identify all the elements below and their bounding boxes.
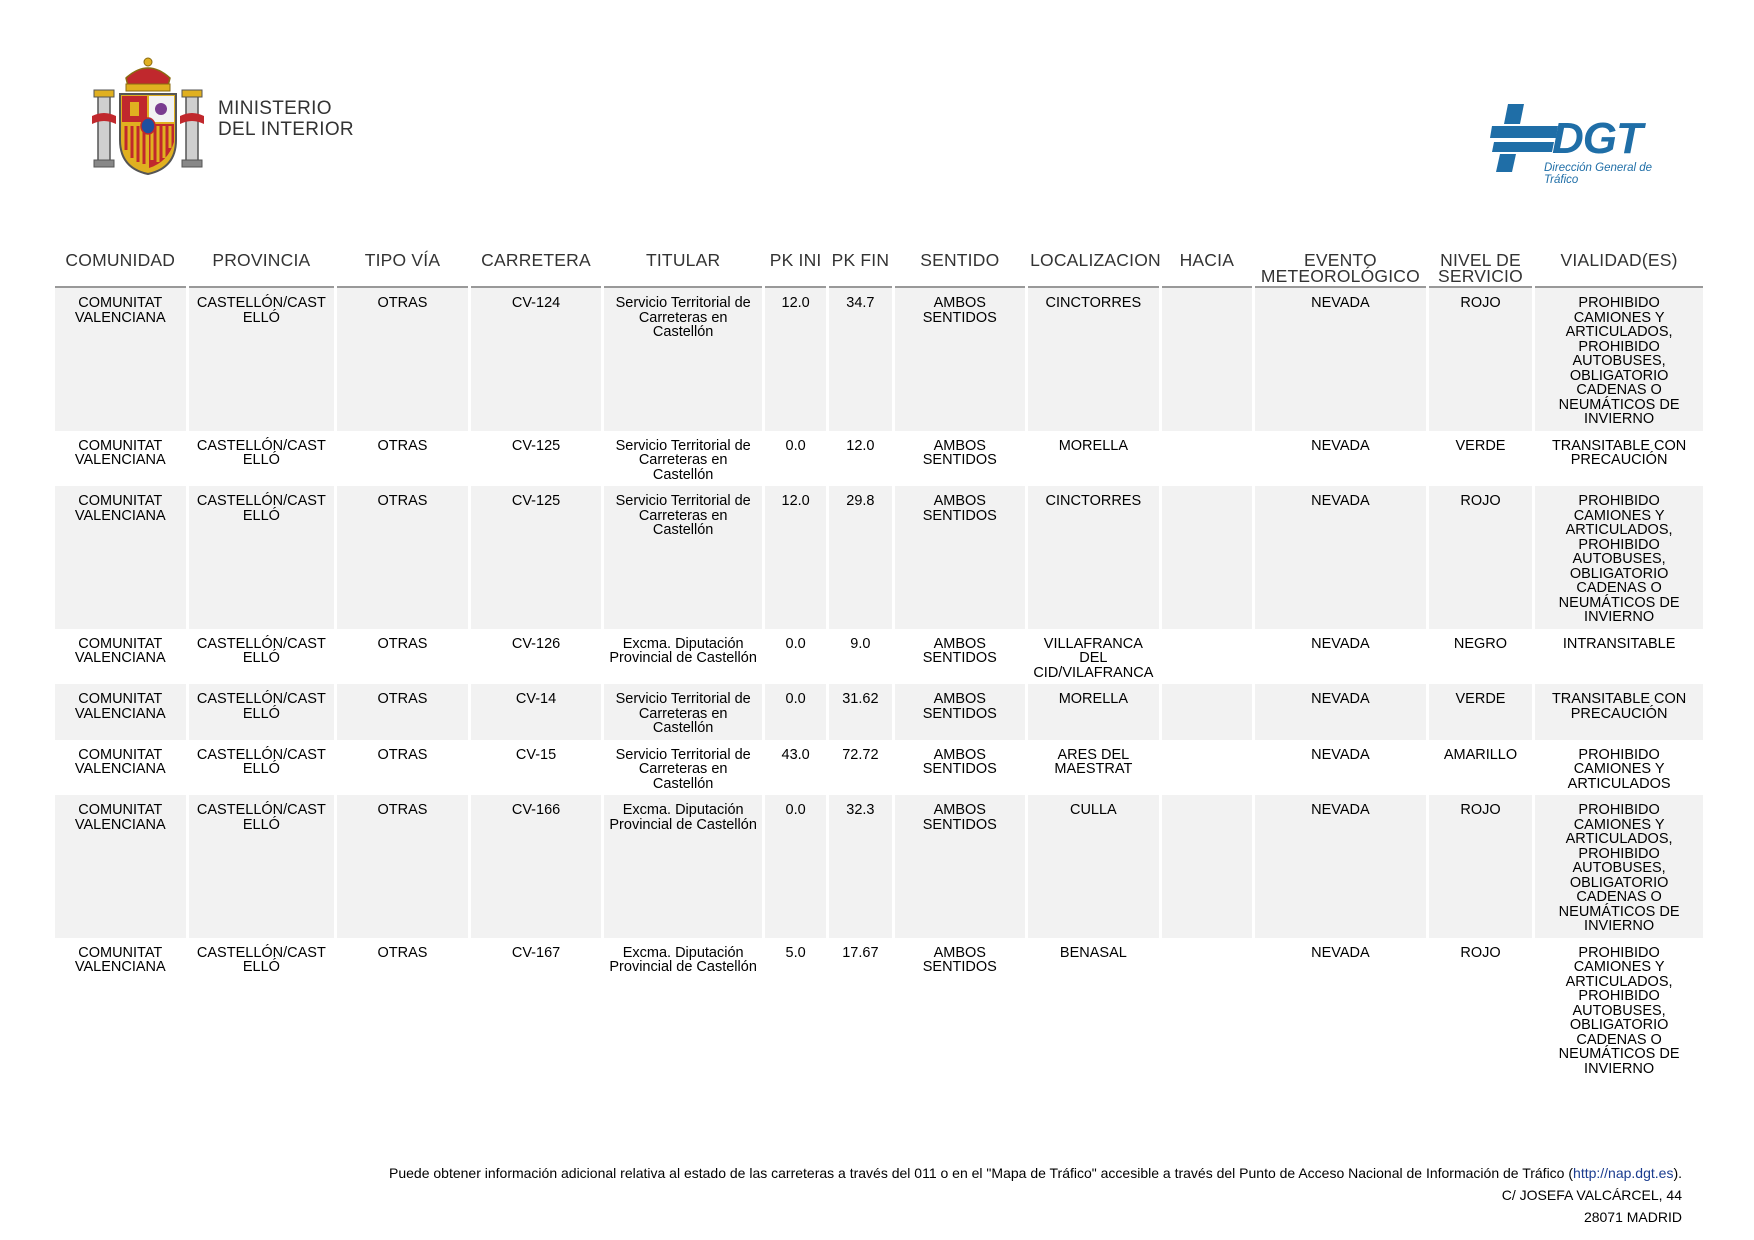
pk-ini-cell: 5.0	[785, 944, 806, 961]
vialidad-cell: INTRANSITABLE	[1562, 635, 1676, 652]
localizacion-cell: BENASAL	[1059, 944, 1127, 961]
table-row	[55, 486, 1703, 629]
carretera-cell: CV-15	[515, 746, 557, 763]
hacia-cell	[1162, 938, 1252, 1081]
pk-ini-cell: 12.0	[765, 486, 826, 629]
column-header: NIVEL DE SERVICIO	[1429, 246, 1532, 288]
sentido-cell: AMBOS SENTIDOS	[895, 795, 1026, 938]
sentido-cell: AMBOS SENTIDOS	[922, 746, 997, 777]
ministerio-del-interior-logo	[88, 56, 358, 180]
carretera-cell: CV-125	[471, 486, 602, 629]
comunidad-cell: COMUNITAT VALENCIANA	[74, 746, 166, 777]
address-city: 28071 MADRID	[1583, 1209, 1682, 1225]
comunidad-cell: COMUNITAT VALENCIANA	[55, 795, 186, 938]
pk-ini-cell: 0.0	[765, 795, 826, 938]
nivel-servicio-cell: ROJO	[1429, 288, 1532, 431]
traffic-status-table	[52, 246, 1706, 1080]
carretera-cell: CV-167	[511, 944, 561, 961]
page-footer	[389, 1162, 1682, 1228]
table-row	[55, 795, 1703, 938]
nivel-servicio-cell: ROJO	[1429, 795, 1532, 938]
evento-cell: NEVADA	[1255, 288, 1426, 431]
localizacion-cell: MORELLA	[1058, 437, 1129, 454]
titular-cell: Servicio Territorial de Carreteras en Castellón	[604, 486, 762, 629]
sentido-cell: AMBOS SENTIDOS	[922, 635, 997, 666]
comunidad-cell: COMUNITAT VALENCIANA	[55, 486, 186, 629]
localizacion-cell: CINCTORRES	[1028, 288, 1159, 431]
evento-cell: NEVADA	[1255, 684, 1426, 740]
hacia-cell	[1162, 288, 1252, 431]
hacia-cell	[1162, 684, 1252, 740]
evento-cell: NEVADA	[1311, 944, 1370, 961]
titular-cell: Excma. Diputación Provincial de Castellón	[609, 635, 757, 666]
pk-fin-cell: 32.3	[829, 795, 891, 938]
table-row	[55, 740, 1703, 796]
provincia-cell: CASTELLÓN/CASTELLÓ	[189, 486, 335, 629]
vialidad-cell: PROHIBIDO CAMIONES Y ARTICULADOS	[1567, 746, 1671, 792]
pk-ini-cell: 12.0	[765, 288, 826, 431]
comunidad-cell: COMUNITAT VALENCIANA	[74, 635, 166, 666]
localizacion-cell: CINCTORRES	[1028, 486, 1159, 629]
column-header: COMUNIDAD	[55, 246, 186, 288]
localizacion-cell: CULLA	[1028, 795, 1159, 938]
pk-fin-cell: 12.0	[846, 437, 875, 454]
titular-cell: Servicio Territorial de Carreteras en Castellón	[604, 684, 762, 740]
comunidad-cell: COMUNITAT VALENCIANA	[55, 288, 186, 431]
nivel-servicio-cell: VERDE	[1455, 437, 1506, 454]
tipo-via-cell: OTRAS	[337, 795, 468, 938]
carretera-cell: CV-125	[511, 437, 561, 454]
vialidad-cell: PROHIBIDO CAMIONES Y ARTICULADOS, PROHIBIDO AUTOBUSES, OBLIGATORIO CADENAS O NEUMÁTICOS DE INVIERNO	[1558, 944, 1680, 1077]
pk-ini-cell: 0.0	[785, 437, 806, 454]
table-row	[55, 684, 1703, 740]
nap-dgt-link[interactable]: http://nap.dgt.es	[1573, 1165, 1674, 1181]
table-row	[55, 288, 1703, 431]
table-row	[55, 629, 1703, 685]
column-header: PROVINCIA	[189, 246, 335, 288]
carretera-cell: CV-124	[471, 288, 602, 431]
comunidad-cell: COMUNITAT VALENCIANA	[55, 684, 186, 740]
address-street: C/ JOSEFA VALCÁRCEL, 44	[1501, 1187, 1682, 1203]
carretera-cell: CV-166	[471, 795, 602, 938]
table-row	[55, 938, 1703, 1081]
nivel-servicio-cell: NEGRO	[1453, 635, 1508, 652]
titular-cell: Servicio Territorial de Carreteras en Castellón	[615, 746, 751, 792]
dgt-name: DGT	[1552, 114, 1642, 163]
provincia-cell: CASTELLÓN/CASTELLÓ	[189, 684, 335, 740]
page-header	[0, 0, 1754, 220]
dgt-logo	[1490, 102, 1660, 192]
provincia-cell: CASTELLÓN/CASTELLÓ	[196, 635, 326, 666]
titular-cell: Servicio Territorial de Carreteras en Castellón	[615, 437, 751, 483]
tipo-via-cell: OTRAS	[377, 746, 428, 763]
provincia-cell: CASTELLÓN/CASTELLÓ	[196, 746, 326, 777]
hacia-cell	[1162, 795, 1252, 938]
provincia-cell: CASTELLÓN/CASTELLÓ	[196, 437, 326, 468]
hacia-cell	[1162, 629, 1252, 685]
nivel-servicio-cell: ROJO	[1429, 486, 1532, 629]
titular-cell: Excma. Diputación Provincial de Castellón	[604, 795, 762, 938]
pk-fin-cell: 31.62	[829, 684, 891, 740]
pk-fin-cell: 9.0	[850, 635, 871, 652]
vialidad-cell: TRANSITABLE CON PRECAUCIÓN	[1551, 437, 1687, 468]
titular-cell: Servicio Territorial de Carreteras en Castellón	[604, 288, 762, 431]
table-body	[55, 288, 1703, 1080]
evento-cell: NEVADA	[1255, 486, 1426, 629]
hacia-cell	[1162, 486, 1252, 629]
footer-info-text: Puede obtener información adicional relativa al estado de las carreteras a través del 011 o en el "Mapa de Tráfico" accesible a través del Punto de Acceso Nacional de Información de Tráfico (	[389, 1165, 1574, 1181]
vialidad-cell: PROHIBIDO CAMIONES Y ARTICULADOS, PROHIBIDO AUTOBUSES, OBLIGATORIO CADENAS O NEUMÁTICOS DE INVIERNO	[1535, 486, 1703, 629]
pk-fin-cell: 29.8	[829, 486, 891, 629]
pk-ini-cell: 0.0	[785, 635, 806, 652]
pk-ini-cell: 43.0	[781, 746, 810, 763]
column-header: CARRETERA	[471, 246, 602, 288]
column-header: PK INI	[765, 246, 826, 288]
carretera-cell: CV-14	[471, 684, 602, 740]
column-header: HACIA	[1162, 246, 1252, 288]
comunidad-cell: COMUNITAT VALENCIANA	[74, 944, 166, 975]
localizacion-cell: VILLAFRANCA DEL CID/VILAFRANCA	[1033, 635, 1154, 681]
vialidad-cell: PROHIBIDO CAMIONES Y ARTICULADOS, PROHIBIDO AUTOBUSES, OBLIGATORIO CADENAS O NEUMÁTICOS DE INVIERNO	[1535, 288, 1703, 431]
sentido-cell: AMBOS SENTIDOS	[895, 486, 1026, 629]
tipo-via-cell: OTRAS	[337, 486, 468, 629]
evento-cell: NEVADA	[1255, 795, 1426, 938]
nivel-servicio-cell: ROJO	[1460, 944, 1501, 961]
column-header: EVENTO METEOROLÓGICO	[1255, 246, 1426, 288]
column-header: LOCALIZACION	[1028, 246, 1159, 288]
footer-info-end: ).	[1673, 1165, 1682, 1181]
pk-fin-cell: 72.72	[842, 746, 879, 763]
provincia-cell: CASTELLÓN/CASTELLÓ	[196, 944, 326, 975]
pk-fin-cell: 17.67	[842, 944, 879, 961]
coat-of-arms-icon	[88, 56, 208, 180]
provincia-cell: CASTELLÓN/CASTELLÓ	[189, 795, 335, 938]
carretera-cell: CV-126	[511, 635, 561, 652]
table-row	[55, 431, 1703, 487]
column-header: TITULAR	[604, 246, 762, 288]
pk-ini-cell: 0.0	[765, 684, 826, 740]
evento-cell: NEVADA	[1311, 746, 1370, 763]
nivel-servicio-cell: AMARILLO	[1443, 746, 1518, 763]
localizacion-cell: ARES DEL MAESTRAT	[1054, 746, 1133, 777]
ministerio-text: MINISTERIO DEL INTERIOR	[218, 98, 354, 140]
column-header: TIPO VÍA	[337, 246, 468, 288]
evento-cell: NEVADA	[1311, 635, 1370, 652]
hacia-cell	[1162, 431, 1252, 487]
hacia-cell	[1162, 740, 1252, 796]
tipo-via-cell: OTRAS	[337, 288, 468, 431]
titular-cell: Excma. Diputación Provincial de Castellón	[609, 944, 757, 975]
table-header-row	[55, 246, 1703, 288]
pk-fin-cell: 34.7	[829, 288, 891, 431]
vialidad-cell: PROHIBIDO CAMIONES Y ARTICULADOS, PROHIBIDO AUTOBUSES, OBLIGATORIO CADENAS O NEUMÁTICOS DE INVIERNO	[1535, 795, 1703, 938]
sentido-cell: AMBOS SENTIDOS	[895, 288, 1026, 431]
sentido-cell: AMBOS SENTIDOS	[895, 684, 1026, 740]
tipo-via-cell: OTRAS	[377, 944, 428, 961]
comunidad-cell: COMUNITAT VALENCIANA	[74, 437, 166, 468]
sentido-cell: AMBOS SENTIDOS	[922, 437, 997, 468]
vialidad-cell: TRANSITABLE CON PRECAUCIÓN	[1535, 684, 1703, 740]
evento-cell: NEVADA	[1311, 437, 1370, 454]
dgt-subtitle: Dirección General de Tráfico	[1544, 162, 1653, 186]
footer-info	[389, 1162, 1682, 1184]
column-header: VIALIDAD(ES)	[1535, 246, 1703, 288]
nivel-servicio-cell: VERDE	[1429, 684, 1532, 740]
tipo-via-cell: OTRAS	[337, 684, 468, 740]
column-header: SENTIDO	[895, 246, 1026, 288]
sentido-cell: AMBOS SENTIDOS	[922, 944, 997, 975]
tipo-via-cell: OTRAS	[377, 635, 428, 652]
provincia-cell: CASTELLÓN/CASTELLÓ	[189, 288, 335, 431]
column-header: PK FIN	[829, 246, 891, 288]
localizacion-cell: MORELLA	[1028, 684, 1159, 740]
tipo-via-cell: OTRAS	[377, 437, 428, 454]
